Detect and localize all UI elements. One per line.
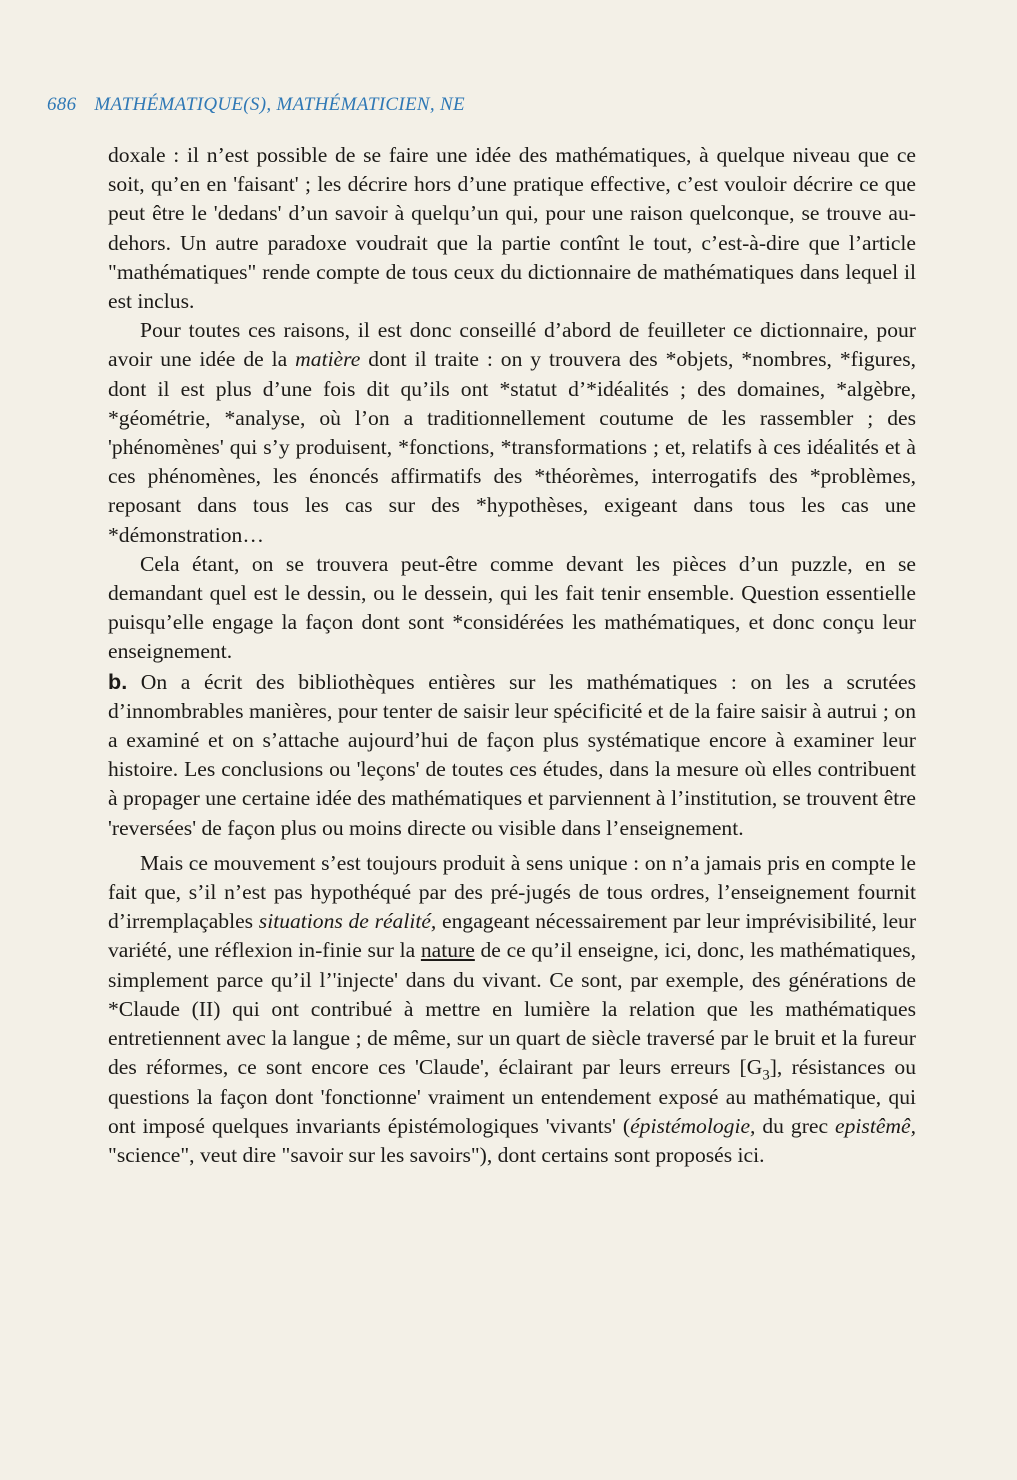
paragraph-2-text-a: Pour toutes ces raisons, il est donc conseillé d’abord de feuilleter ce dictionnaire, pour avoir une idée de la	[108, 318, 916, 372]
paragraph-2-text-b: dont il traite : on y trouvera des *objets, *nombres, *figures, dont il est plus d’une fois dit qu’ils ont *statut d’*idéalités ; des domaines, *algèbre, *géométrie, *analyse, où l’on a traditionnellement coutume de les rassembler ; des 'phénomènes' qui s’y produisent, *fonctions, *transformations ; et, relatifs à ces idéalités et à ces phénomènes, les énoncés affirmatifs des *théorèmes, interrogatifs des *problèmes, reposant dans tous les cas sur des *hypothèses, exigeant dans tous les cas une *démonstration…	[108, 347, 917, 547]
emphasis-matiere: matière	[295, 347, 361, 372]
body-text	[108, 141, 916, 1170]
paragraph-5-text-c: de ce qu’il enseigne, ici, donc, les mathématiques, simplement parce qu’il l’'injecte' dans du vivant. Ce sont, par exemple, des générations de *Claude (II) qui ont contribué à mettre en lumière la relation que les mathématiques entretiennent avec la langue ; de même, sur un quart de siècle traversé par le bruit et la fureur des réformes, ce sont encore ces 'Claude', éclairant par leurs erreurs [G	[108, 938, 916, 1080]
paragraph-3: Cela étant, on se trouvera peut-être comme devant les pièces d’un puzzle, en se demandant quel est le dessin, ou le dessein, qui les fait tenir ensemble. Question essentielle puisqu’elle engage la façon dont sont *considérées les mathématiques, et donc conçu leur enseignement.	[108, 551, 916, 664]
paragraph-5-text-f: "science", veut dire "savoir sur les savoirs"), dont certains sont proposés ici.	[108, 1142, 765, 1167]
subscript-3: 3	[762, 1067, 770, 1084]
paragraph-4-text: On a écrit des bibliothèques entières sur les mathématiques : on les a scrutées d’innombrables manières, pour tenter de saisir leur spécificité et de la faire saisir à autrui ; on a examiné et on s’attache aujourd’hui de façon plus systématique encore à examiner leur histoire. Les conclusions ou 'leçons' de toutes ces études, dans la mesure où elles contribuent à propager une certaine idée des mathématiques et parviennent à l’institution, se trouvent être 'reversées' de façon plus ou moins directe ou visible dans l’enseignement.	[108, 669, 916, 840]
underlined-nature: nature	[420, 938, 475, 963]
paragraph-5-text-e: du grec	[755, 1113, 836, 1138]
paragraph-5	[108, 849, 916, 1170]
running-title: MATHÉMATIQUE(S), MATHÉMATICIEN, NE	[94, 94, 465, 115]
paragraph-4	[108, 667, 916, 843]
paragraph-1: doxale : il n’est possible de se faire une idée des mathématiques, à quelque niveau que ce soit, qu’en en 'faisant' ; les décrire hors d’une pratique effective, c’est vouloir décrire ce que peut être le 'dedans' d’un savoir à quelqu’un qui, pour une raison quelconque, se trouve au-dehors. Un autre paradoxe voudrait que la partie contînt le tout, c’est-à-dire que l’article "mathématiques" rende compte de tous ceux du dictionnaire de mathématiques dans lequel il est inclus.	[108, 143, 916, 314]
paragraph-2	[108, 316, 916, 550]
paragraph-5-text-d: ], résistances ou questions la façon dont 'fonctionne' vraiment un entendement exposé au mathématique, qui ont imposé quelques invariants épistémologiques 'vivants' (	[108, 1055, 917, 1138]
emphasis-epistemologie: épistémologie,	[630, 1113, 756, 1138]
emphasis-episteme: epistêmê,	[835, 1113, 916, 1138]
section-label-b: b.	[108, 668, 128, 694]
paragraph-5-text-b: engageant nécessairement par leur imprévisibilité, leur variété, une réflexion in-finie sur la	[108, 909, 917, 963]
paragraph-5-text-a: Mais ce mouvement s’est toujours produit à sens unique : on n’a jamais pris en compte le fait que, s’il n’est pas hypothéqué par des pré-jugés de tous ordres, l’enseignement fournit d’irremplaçables	[108, 850, 916, 934]
page-number: 686	[47, 94, 77, 115]
emphasis-situations: situations de réalité,	[258, 909, 437, 934]
running-header	[47, 94, 465, 116]
